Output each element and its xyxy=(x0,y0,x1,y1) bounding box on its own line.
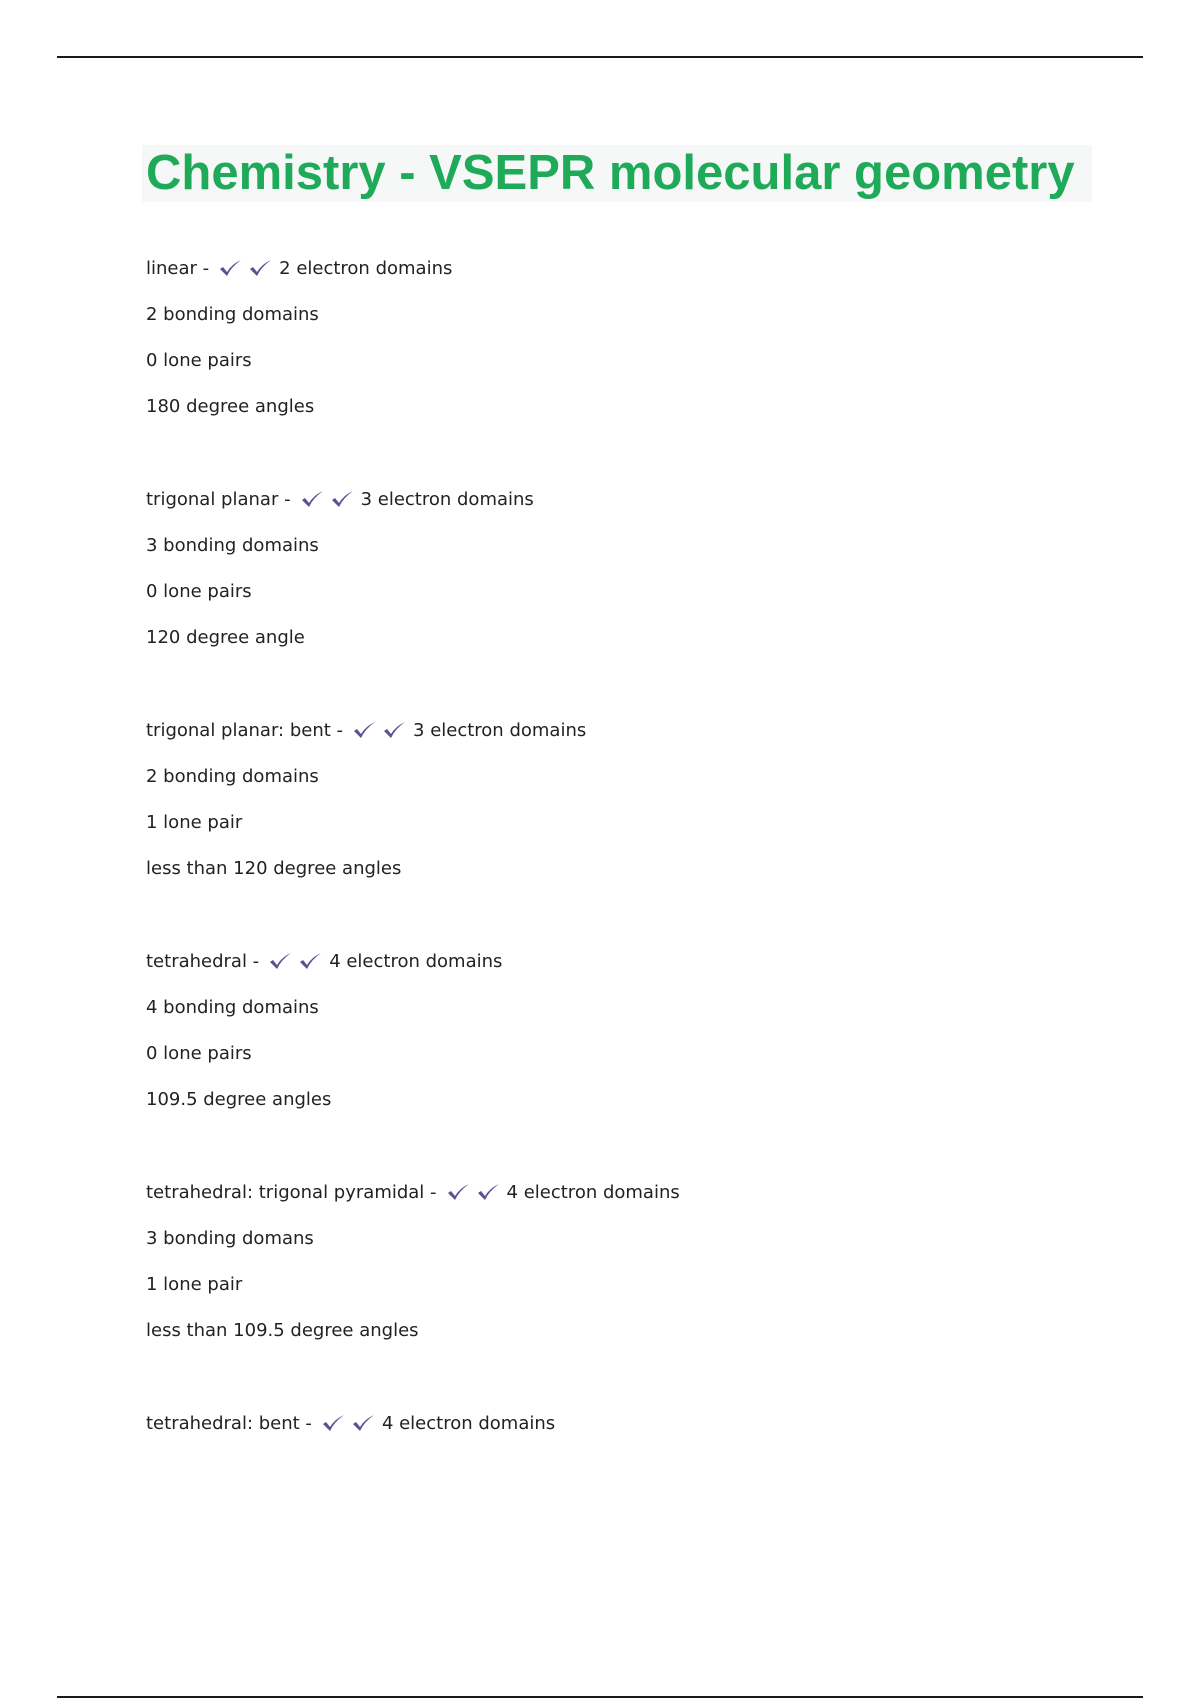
entry-detail-line: 3 bonding domains xyxy=(146,535,319,556)
checkmark-icon xyxy=(475,1182,501,1204)
answer-checkmarks xyxy=(320,1413,380,1435)
entry-term: linear - xyxy=(146,258,210,279)
flashcard-entry xyxy=(146,1170,1146,1354)
flashcard-entry xyxy=(146,246,1146,430)
entry-detail-line: 3 bonding domans xyxy=(146,1228,314,1249)
entry-question-line xyxy=(146,1401,1146,1447)
answer-checkmarks xyxy=(445,1182,505,1204)
entry-detail-line: 0 lone pairs xyxy=(146,581,252,602)
answer-checkmarks xyxy=(299,489,359,511)
entry-answer-first-line: 2 electron domains xyxy=(279,258,453,279)
checkmark-icon xyxy=(217,258,243,280)
flashcard-entry xyxy=(146,708,1146,892)
entry-detail-line: 0 lone pairs xyxy=(146,350,252,371)
entry-question-line xyxy=(146,477,1146,523)
entry-detail-line: 4 bonding domains xyxy=(146,997,319,1018)
checkmark-icon xyxy=(350,1413,376,1435)
entry-question-line xyxy=(146,1170,1146,1216)
flashcard-entry xyxy=(146,939,1146,1123)
entry-term: trigonal planar: bent - xyxy=(146,720,344,741)
entry-detail-line: 109.5 degree angles xyxy=(146,1089,332,1110)
entry-detail-line: 2 bonding domains xyxy=(146,304,319,325)
entry-detail-line: 1 lone pair xyxy=(146,812,243,833)
checkmark-icon xyxy=(351,720,377,742)
checkmark-icon xyxy=(320,1413,346,1435)
answer-checkmarks xyxy=(217,258,277,280)
entry-term: tetrahedral: bent - xyxy=(146,1413,312,1434)
checkmark-icon xyxy=(445,1182,471,1204)
entry-question-line xyxy=(146,246,1146,292)
answer-checkmarks xyxy=(267,951,327,973)
entry-term: tetrahedral - xyxy=(146,951,260,972)
flashcard-entry xyxy=(146,477,1146,661)
entry-question-line xyxy=(146,939,1146,985)
top-rule xyxy=(57,56,1143,58)
entry-detail-line: 0 lone pairs xyxy=(146,1043,252,1064)
checkmark-icon xyxy=(381,720,407,742)
flashcard-list xyxy=(146,246,1146,1494)
entry-detail-line: less than 120 degree angles xyxy=(146,858,402,879)
entry-answer-first-line: 4 electron domains xyxy=(506,1182,680,1203)
entry-answer-first-line: 4 electron domains xyxy=(329,951,503,972)
entry-detail-line: less than 109.5 degree angles xyxy=(146,1320,419,1341)
bottom-rule xyxy=(57,1696,1143,1698)
entry-term: tetrahedral: trigonal pyramidal - xyxy=(146,1182,437,1203)
entry-detail-line: 120 degree angle xyxy=(146,627,305,648)
checkmark-icon xyxy=(247,258,273,280)
flashcard-entry xyxy=(146,1401,1146,1447)
entry-term: trigonal planar - xyxy=(146,489,291,510)
checkmark-icon xyxy=(299,489,325,511)
entry-answer-first-line: 3 electron domains xyxy=(413,720,587,741)
page-title: Chemistry - VSEPR molecular geometry xyxy=(146,146,1075,200)
entry-answer-first-line: 4 electron domains xyxy=(381,1413,556,1434)
answer-checkmarks xyxy=(351,720,411,742)
entry-detail-line: 180 degree angles xyxy=(146,396,315,417)
entry-question-line xyxy=(146,708,1146,754)
checkmark-icon xyxy=(267,951,293,973)
entry-detail-line: 1 lone pair xyxy=(146,1274,243,1295)
entry-answer-first-line: 3 electron domains xyxy=(360,489,534,510)
title-banner xyxy=(142,145,1092,202)
checkmark-icon xyxy=(329,489,355,511)
entry-detail-line: 2 bonding domains xyxy=(146,766,319,787)
checkmark-icon xyxy=(297,951,323,973)
